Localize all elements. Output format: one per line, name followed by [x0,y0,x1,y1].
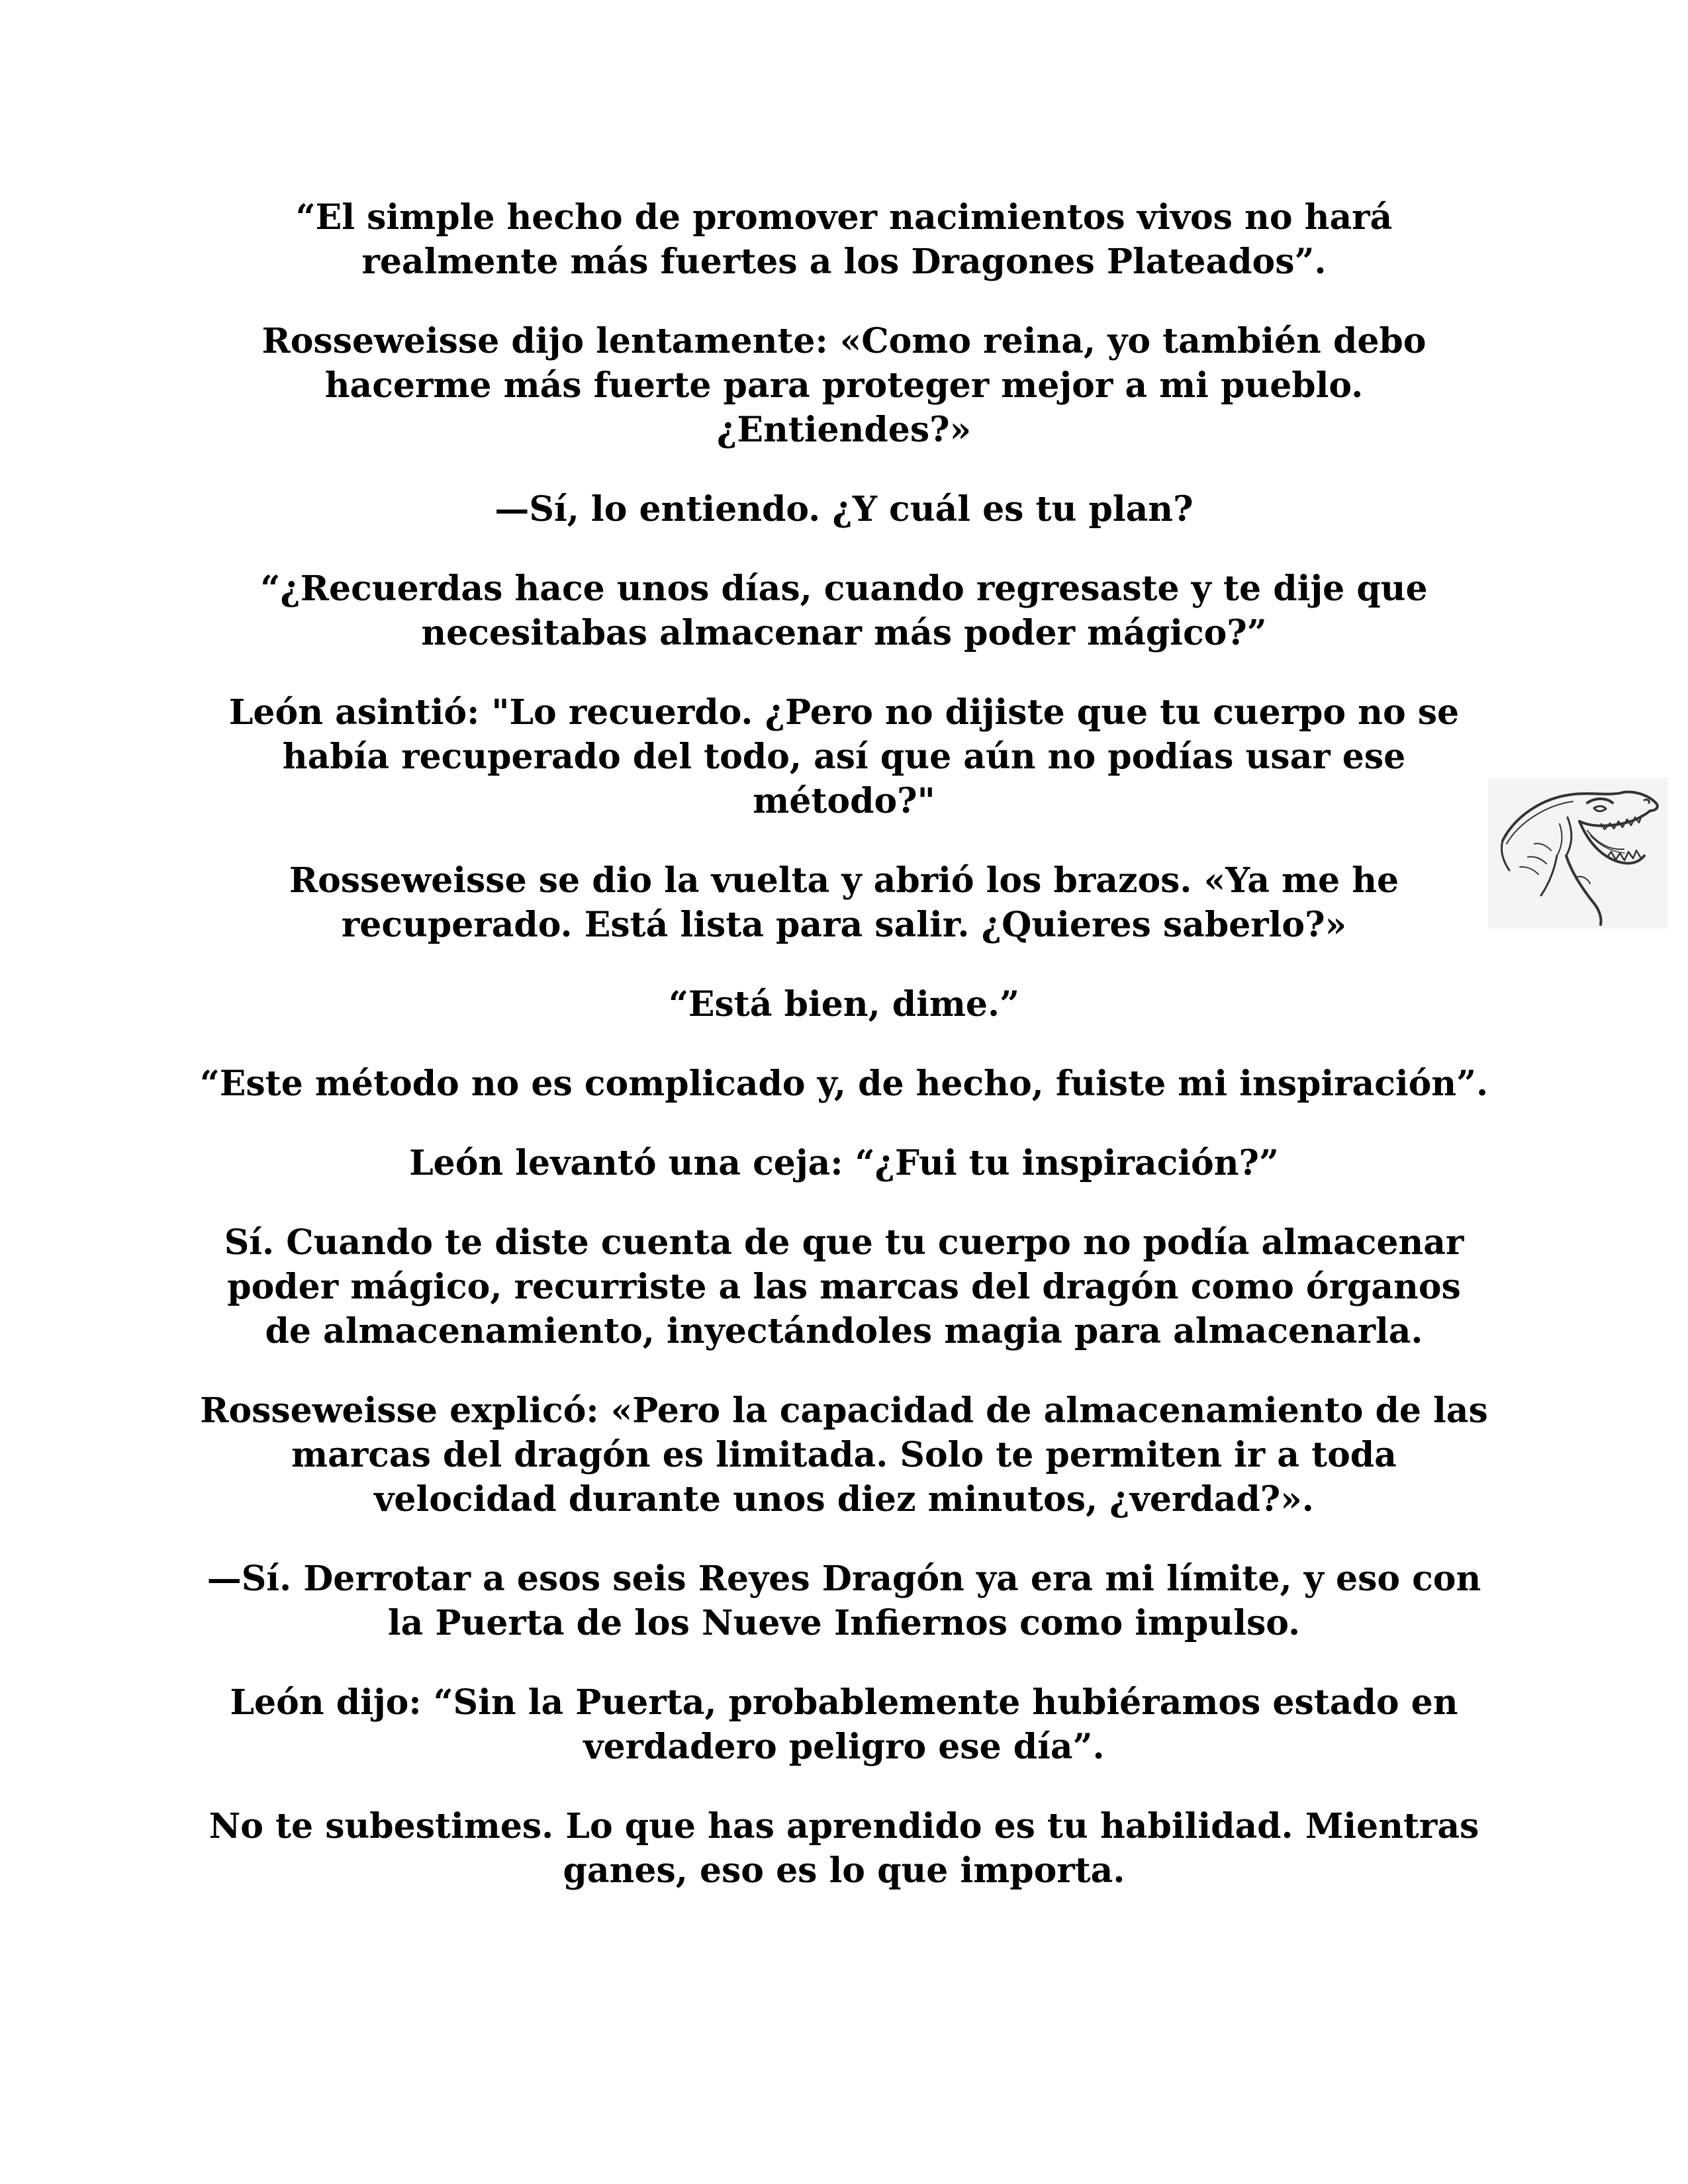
paragraph-3: —Sí, lo entiendo. ¿Y cuál es tu plan? [494,489,1194,529]
story-text [199,195,1489,1928]
paragraph-13: León dijo: “Sin la Puerta, probablemente hubiéramos estado en verdadero peligro ese día”. [230,1682,1458,1767]
paragraph-5: León asintió: "Lo recuerdo. ¿Pero no dijiste que tu cuerpo no se había recuperado del todo, así que aún no podías usar ese método?" [228,692,1460,821]
paragraph-9: León levantó una ceja: “¿Fui tu inspiración?” [409,1143,1279,1183]
paragraph-2: Rosseweisse dijo lentamente: «Como reina, yo también debo hacerme más fuerte para proteger mejor a mi pueblo. ¿Entiendes?» [261,321,1427,450]
paragraph-4: “¿Recuerdas hace unos días, cuando regresaste y te dije que necesitabas almacenar más poder mágico?” [260,569,1428,653]
paragraph-7: “Está bien, dime.” [668,984,1020,1024]
dragon-head-sketch-icon [1488,778,1668,929]
paragraph-12: —Sí. Derrotar a esos seis Reyes Dragón ya era mi límite, y eso con la Puerta de los Nueve Infiernos como impulso. [207,1559,1481,1643]
paragraph-6: Rosseweisse se dio la vuelta y abrió los brazos. «Ya me he recuperado. Está lista para salir. ¿Quieres saberlo?» [289,860,1399,945]
paragraph-11: Rosseweisse explicó: «Pero la capacidad de almacenamiento de las marcas del dragón es limitada. Solo te permiten ir a toda velocidad durante unos diez minutos, ¿verdad?». [200,1390,1488,1520]
paragraph-14: No te subestimes. Lo que has aprendido es tu habilidad. Mientras ganes, eso es lo que importa. [209,1806,1479,1891]
paragraph-10: Sí. Cuando te diste cuenta de que tu cuerpo no podía almacenar poder mágico, recurriste a las marcas del dragón como órganos de almacenamiento, inyectándoles magia para almacenarla. [224,1222,1464,1351]
paragraph-1: “El simple hecho de promover nacimientos vivos no hará realmente más fuertes a los Dragones Plateados”. [295,197,1393,282]
paragraph-8: “Este método no es complicado y, de hecho, fuiste mi inspiración”. [199,1064,1489,1104]
